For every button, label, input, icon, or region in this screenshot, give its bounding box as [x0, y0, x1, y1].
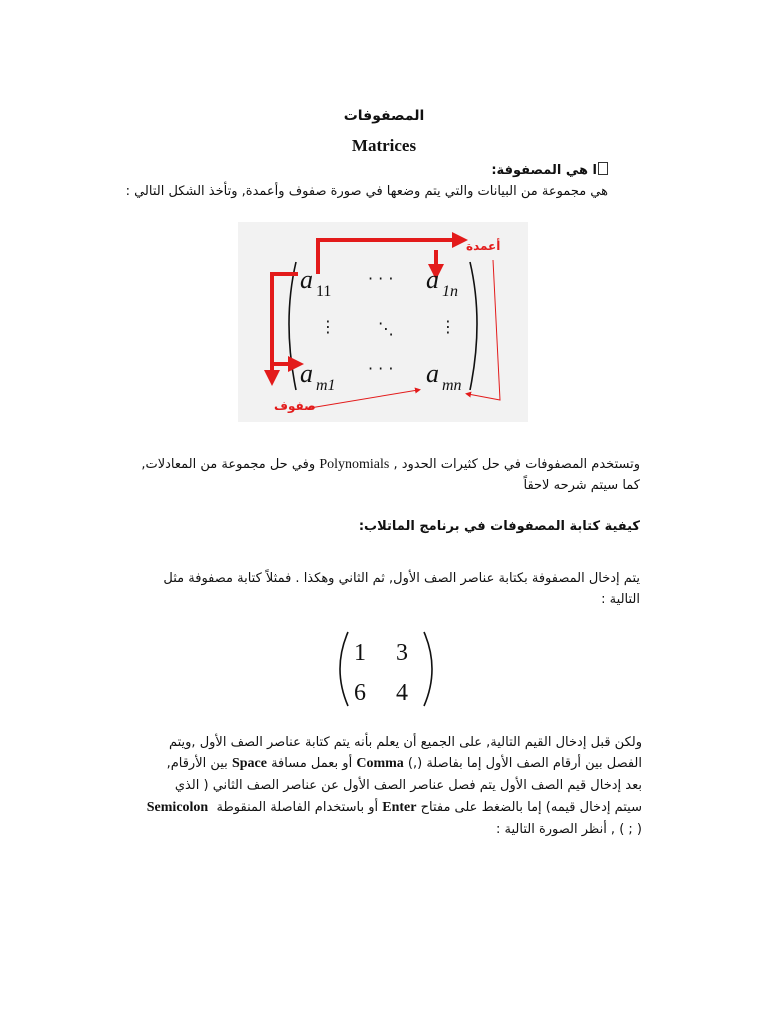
dots-top: · · · [368, 269, 394, 288]
question-what-is-matrix: ا هي المصفوفة: [128, 160, 608, 181]
missing-glyph-icon [598, 162, 608, 175]
right-paren [424, 632, 432, 706]
entry-a1n-base: a [426, 265, 439, 294]
entry-am1-sub: m1 [316, 377, 336, 394]
question-writing-in-matlab: كيفية كتابة المصفوفات في برنامج الماتلاب: [358, 519, 640, 534]
matrix-cell-r1c1: 1 [354, 640, 366, 666]
para-line-2: الفصل بين أرقام الصف الأول إما بفاصلة (,) Comma أو بعمل مسافة Space بين الأرقام, [166, 756, 642, 771]
para-line-1: ولكن قبل إدخال القيم التالية, على الجميع أن يعلم بأنه يتم كتابة عناصر الصف الأول ,ويتم [168, 735, 642, 750]
para-line-3: بعد إدخال قيم الصف الأول يتم فصل عناصر الصف الأول عن عناصر الصف الثاني ( الذي [174, 778, 642, 793]
writing-line-1: يتم إدخال المصفوفة بكتابة عناصر الصف الأول, ثم الثاني وهكذا . فمثلاً كتابة مصفوفة مثل [163, 571, 640, 586]
entry-a1n-sub: 1n [442, 283, 458, 300]
entry-a11-base: a [300, 265, 313, 294]
entry-amn-sub: mn [442, 377, 462, 394]
matrix-cell-r2c2: 4 [396, 680, 408, 706]
page-title-arabic: المصفوفات [343, 108, 425, 124]
para-line-4: سيتم إدخال قيمه) إما بالضغط على مفتاح Enter أو باستخدام الفاصلة المنقوطة Semicolon [146, 800, 642, 815]
example-matrix [334, 628, 438, 710]
entry-am1-base: a [300, 359, 313, 388]
para-line-5: ( ; ) , أنظر الصورة التالية : [496, 822, 642, 837]
entry-a11-sub: 11 [316, 283, 332, 300]
ddots-center: ⋱ [378, 319, 394, 338]
vdots-left: ⋮ [320, 317, 336, 336]
uses-line-1: وتستخدم المصفوفات في حل كثيرات الحدود , Polynomials وفي حل مجموعة من المعادلات, [141, 457, 640, 472]
matrix-figure [238, 222, 528, 422]
uses-line-2: كما سيتم شرحه لاحقاً [523, 478, 640, 493]
writing-line-2: التالية : [601, 592, 640, 607]
matrix-cell-r2c1: 6 [354, 680, 366, 706]
vdots-right: ⋮ [440, 317, 456, 336]
example-matrix-svg [334, 628, 438, 710]
columns-label: أعمدة [466, 239, 501, 253]
left-bracket [289, 262, 296, 390]
matrix-figure-svg [238, 222, 528, 422]
dots-bottom: · · · [368, 359, 394, 378]
left-paren [340, 632, 348, 706]
matrix-definition: هي مجموعة من البيانات والتي يتم وضعها في صورة صفوف وأعمدة, وتأخذ الشكل التالي : [125, 184, 608, 199]
page-title-english: Matrices [351, 136, 417, 155]
entry-amn-base: a [426, 359, 439, 388]
matrix-cell-r1c2: 3 [396, 640, 408, 666]
rows-label: صفوف [274, 399, 316, 413]
right-bracket [470, 262, 477, 390]
